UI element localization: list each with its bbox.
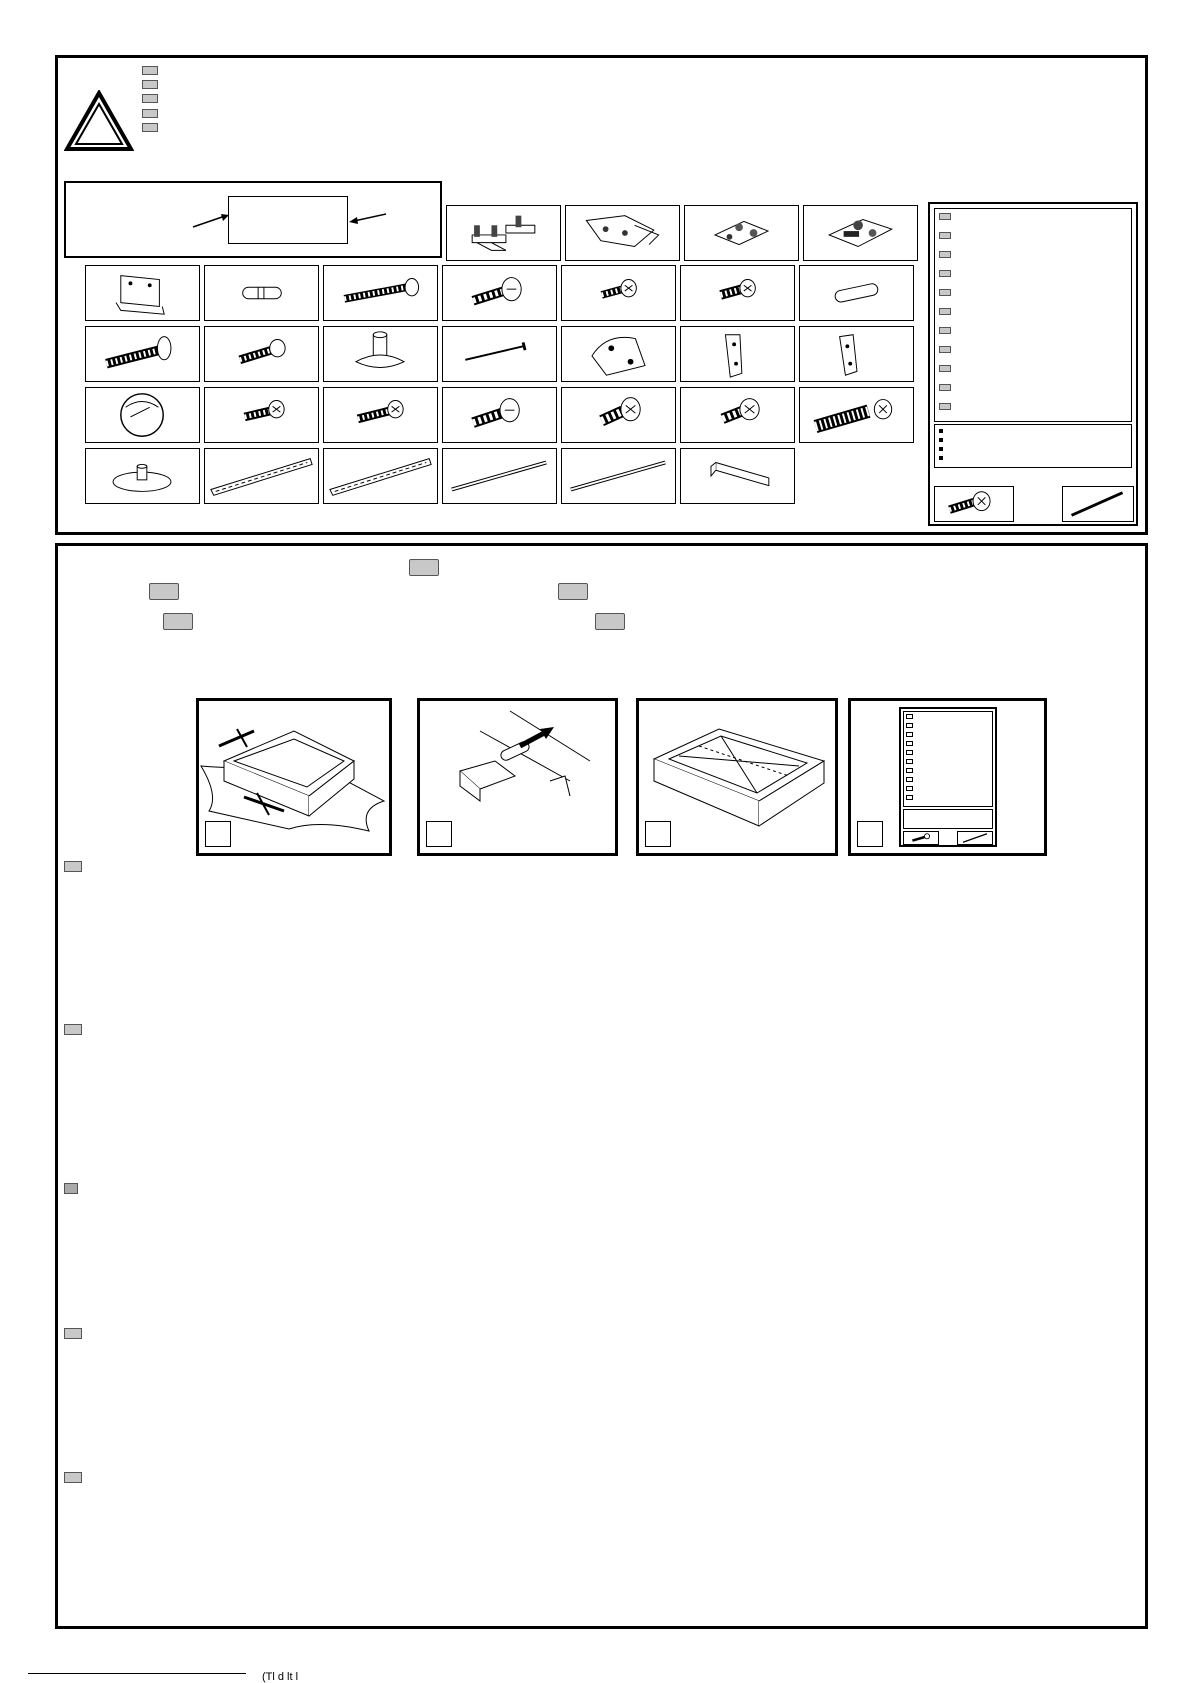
part-dowel-pin xyxy=(204,265,319,321)
step-number-box xyxy=(426,821,452,847)
illustration-drawer-protect xyxy=(196,698,392,856)
list-bullet xyxy=(939,270,951,277)
list-bullet xyxy=(939,365,951,372)
part-screw xyxy=(204,387,319,443)
part-handle xyxy=(85,265,200,321)
parts-list xyxy=(934,208,1132,422)
part-nail xyxy=(442,326,557,382)
part-cam-lock xyxy=(85,387,200,443)
lang-badge xyxy=(409,559,439,576)
part-cross-screw-short xyxy=(680,387,795,443)
shelf-bracket-small-icon xyxy=(800,327,913,381)
rod-icon xyxy=(562,449,675,503)
list-bullet xyxy=(939,308,951,315)
part-allen-key xyxy=(680,448,795,504)
lang-badge xyxy=(142,94,158,103)
label-callout xyxy=(64,181,442,258)
part-drawer-rail-right xyxy=(323,448,438,504)
shelf-support-icon xyxy=(86,449,199,503)
screw-icon xyxy=(935,487,1013,521)
part-cross-screw xyxy=(561,387,676,443)
list-bullet xyxy=(939,232,951,239)
part-wood-screw xyxy=(323,387,438,443)
mini-parts-list xyxy=(899,707,997,847)
warning-triangle-icon xyxy=(64,90,134,152)
list-bullet xyxy=(939,346,951,353)
bolt-short-icon xyxy=(205,327,318,381)
footer-rule xyxy=(28,1673,246,1674)
part-cam-bracket xyxy=(446,205,561,261)
parts-list-panel xyxy=(928,202,1138,526)
lang-badge xyxy=(595,613,625,630)
part-hinge-plate xyxy=(803,205,918,261)
mini-rod xyxy=(957,831,993,845)
parts-notes xyxy=(934,424,1132,468)
wood-dowel-icon xyxy=(800,266,913,320)
lang-badge xyxy=(64,1472,82,1483)
part-bolt-short xyxy=(204,326,319,382)
part-euro-screw xyxy=(680,265,795,321)
mounting-plate-icon xyxy=(685,206,798,260)
part-corner-bracket xyxy=(561,326,676,382)
list-bullet xyxy=(939,327,951,334)
part-confirmat-screw xyxy=(442,265,557,321)
footer-note: (Tl d lt l xyxy=(262,1671,299,1683)
part-chipboard-screw xyxy=(442,387,557,443)
mini-list-area xyxy=(903,711,993,807)
list-bullet xyxy=(939,384,951,391)
screw-icon xyxy=(904,832,938,844)
leveling-foot-icon xyxy=(324,327,437,381)
bolt-icon xyxy=(86,327,199,381)
nail-icon xyxy=(443,327,556,381)
euro-screw-icon xyxy=(681,266,794,320)
illustration-parts-list xyxy=(848,698,1047,856)
drawer-rail-right-icon xyxy=(324,449,437,503)
part-connector-bolt xyxy=(799,387,914,443)
allen-key-icon xyxy=(681,449,794,503)
cross-screw-short-icon xyxy=(681,388,794,442)
instructions-panel xyxy=(55,543,1148,1629)
step-number-box xyxy=(857,821,883,847)
lang-badge xyxy=(149,583,179,600)
drawer-rail-left-icon xyxy=(205,449,318,503)
cam-lock-icon xyxy=(86,388,199,442)
lang-badge xyxy=(142,123,158,132)
illustration-dowel-insert xyxy=(417,698,618,856)
dowel-pin-icon xyxy=(205,266,318,320)
connector-bolt-icon xyxy=(800,388,913,442)
long-screw-icon xyxy=(324,266,437,320)
lang-badge xyxy=(64,1328,82,1339)
lang-badge xyxy=(64,1183,78,1194)
mini-screw xyxy=(903,831,939,845)
part-leveling-foot xyxy=(323,326,438,382)
part-bolt xyxy=(85,326,200,382)
lang-badge xyxy=(64,1024,82,1035)
chipboard-screw-icon xyxy=(443,388,556,442)
mini-notes xyxy=(903,809,993,829)
rod-icon xyxy=(443,449,556,503)
cam-bracket-icon xyxy=(447,206,560,260)
cross-screw-icon xyxy=(562,388,675,442)
hinge-plate-icon xyxy=(804,206,917,260)
part-long-screw xyxy=(323,265,438,321)
sample-rod xyxy=(1062,486,1134,522)
lang-badge xyxy=(558,583,588,600)
illustration-drawer-assembled xyxy=(636,698,838,856)
list-bullet xyxy=(939,289,951,296)
part-drawer-rail-left xyxy=(204,448,319,504)
step-number-box xyxy=(205,821,231,847)
lang-badge xyxy=(64,861,82,872)
confirmat-screw-icon xyxy=(443,266,556,320)
part-shelf-support xyxy=(85,448,200,504)
lang-badge xyxy=(142,66,158,75)
part-mounting-plate xyxy=(684,205,799,261)
part-rod xyxy=(561,448,676,504)
parts-panel xyxy=(55,55,1148,535)
lang-badge xyxy=(163,613,193,630)
part-shelf-bracket xyxy=(680,326,795,382)
rod-icon xyxy=(958,832,992,844)
hinge-icon xyxy=(566,206,679,260)
step-number-box xyxy=(645,821,671,847)
part-short-screw xyxy=(561,265,676,321)
wood-screw-icon xyxy=(324,388,437,442)
part-shelf-bracket-small xyxy=(799,326,914,382)
sample-screw xyxy=(934,486,1014,522)
short-screw-icon xyxy=(562,266,675,320)
lang-badge xyxy=(142,109,158,118)
part-hinge xyxy=(565,205,680,261)
shelf-bracket-icon xyxy=(681,327,794,381)
corner-bracket-icon xyxy=(562,327,675,381)
handle-icon xyxy=(86,266,199,320)
list-bullet xyxy=(939,251,951,258)
list-bullet xyxy=(939,403,951,410)
arrow-icon xyxy=(191,213,231,229)
rod-icon xyxy=(1063,487,1133,521)
arrow-icon xyxy=(348,211,388,225)
part-rod xyxy=(442,448,557,504)
part-wood-dowel xyxy=(799,265,914,321)
label-rectangle xyxy=(228,196,348,244)
list-bullet xyxy=(939,213,951,220)
lang-badge xyxy=(142,80,158,89)
screw-icon xyxy=(205,388,318,442)
